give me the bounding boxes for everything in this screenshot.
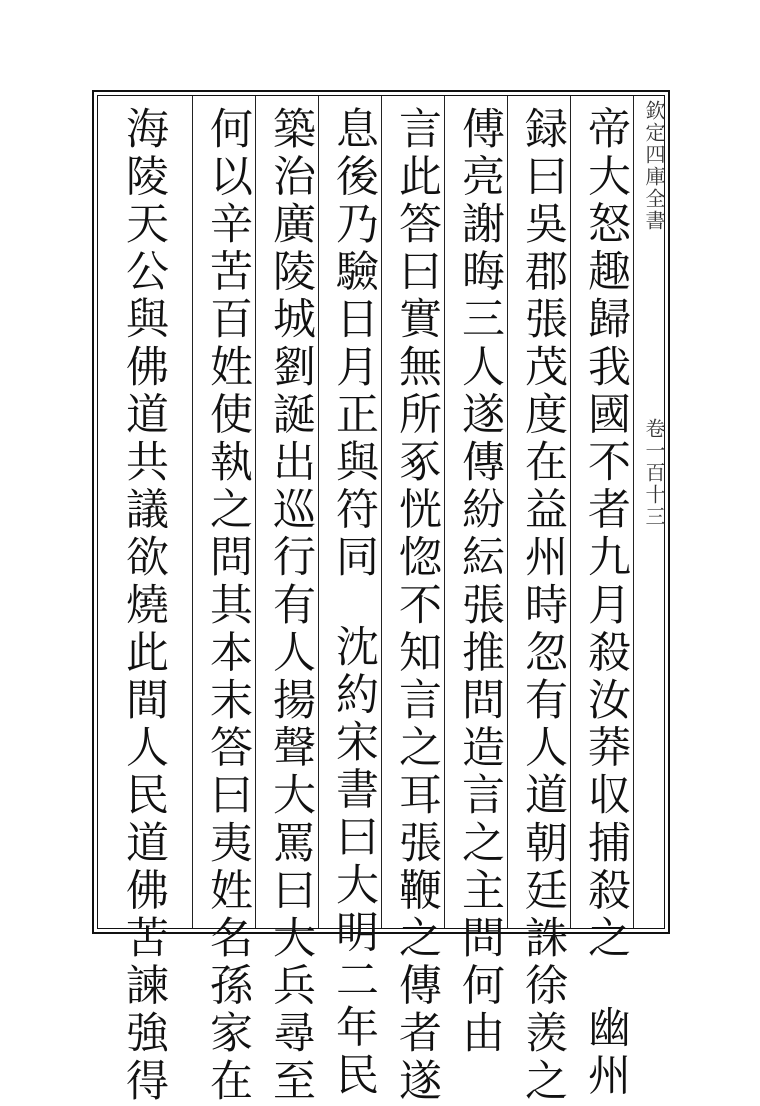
text-column	[389, 106, 445, 1106]
column-rule	[192, 96, 193, 928]
text-column	[515, 106, 571, 1106]
column-tail: 沈約宋書曰大明二年民	[329, 624, 379, 1100]
volume-number: 卷一百十三	[642, 418, 666, 528]
column-text: 帝大怒趣歸我國不者九月殺汝莽収捕殺之	[581, 106, 631, 963]
margin-header	[640, 100, 668, 920]
text-column	[116, 106, 172, 1106]
column-text: 言此答曰實無所豖恍惚不知言之耳張鞭之傳者遂	[392, 106, 442, 1106]
text-column	[452, 106, 508, 1058]
column-text: 海陵天公與佛道共議欲燒此間人民道佛苦諫強得	[119, 106, 169, 1106]
column-text: 何以辛苦百姓使執之問其本末答曰夷姓名孫家在	[203, 106, 253, 1106]
column-text: 録曰吳郡張茂度在益州時忽有人道朝廷誅徐羡之	[518, 106, 568, 1106]
column-tail: 幽州	[581, 1004, 631, 1101]
book-title: 欽定四庫全書	[642, 100, 666, 232]
text-column	[263, 106, 319, 1106]
column-text: 息後乃驗日月正與符同	[329, 106, 379, 582]
column-text: 傅亮謝晦三人遂傳紛紜張推問造言之主問何由	[455, 106, 505, 1058]
column-text: 築治廣陵城劉誕出巡行有人揚聲大罵曰大兵尋至	[266, 106, 316, 1106]
text-column	[578, 106, 634, 1101]
text-column	[200, 106, 256, 1106]
text-column	[326, 106, 382, 1100]
